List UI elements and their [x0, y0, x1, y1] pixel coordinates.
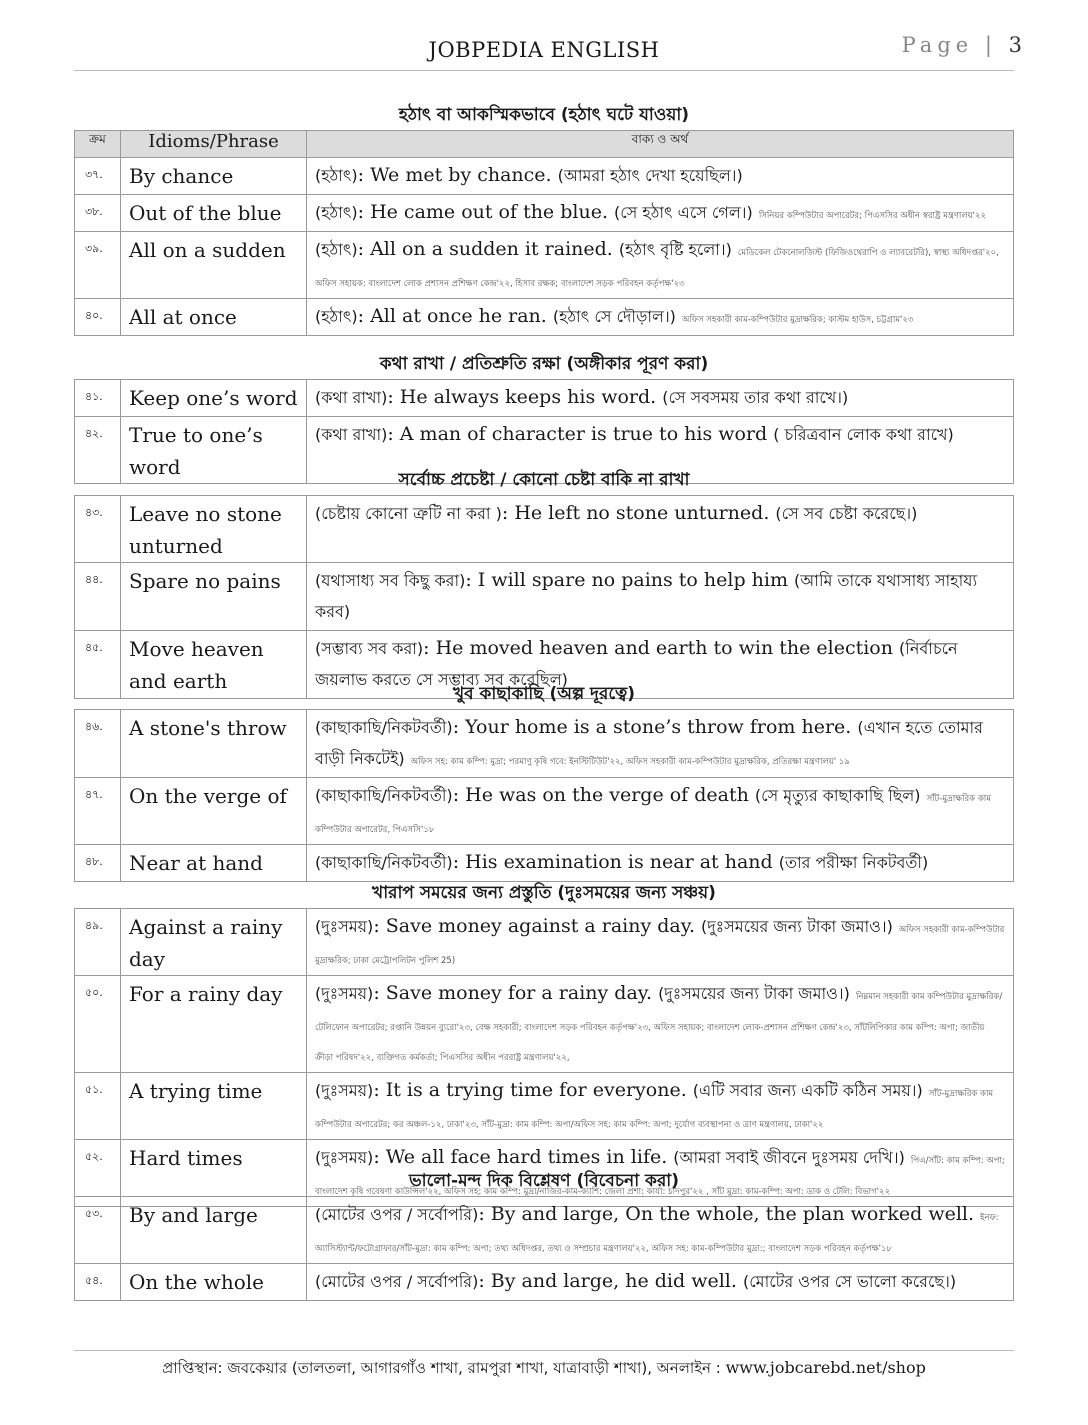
exam-source: সাঁট-মুদ্রাক্ষরিক কাম কম্পিউটার অপারেটর, পিএসসি'১৮	[315, 794, 991, 835]
meaning-tag: (হঠাৎ)	[315, 203, 358, 222]
idiom-table	[74, 908, 1014, 1207]
table-row	[75, 158, 1014, 195]
table-row	[75, 232, 1014, 299]
meaning-cell	[307, 1197, 1014, 1264]
row-number: ৪৯.	[75, 909, 121, 976]
bangla-translation: (সে সবসময় তার কথা রাখে।)	[662, 388, 849, 407]
table-row	[75, 1264, 1014, 1301]
meaning-cell	[307, 380, 1014, 417]
row-number: ৪০.	[75, 299, 121, 336]
exam-source: অফিস সহকারী কাম-কম্পিউটার মুদ্রাক্ষরিক; ঢাকা মেট্রোপলিটন পুলিশ 25)	[315, 925, 1005, 966]
table-row	[75, 496, 1014, 563]
bangla-translation: (সে হঠাৎ এসে গেল।)	[614, 203, 753, 222]
row-number: ৪১.	[75, 380, 121, 417]
idiom-table	[74, 130, 1014, 336]
row-number: ৪৭.	[75, 778, 121, 845]
bangla-translation: (আমরা হঠাৎ দেখা হয়েছিল।)	[557, 166, 743, 185]
row-number: ৫০.	[75, 976, 121, 1073]
example-sentence: : He moved heaven and earth to win the election	[423, 637, 900, 659]
table-row	[75, 380, 1014, 417]
meaning-tag: (মোটের ওপর / সর্বোপরি)	[315, 1272, 479, 1291]
idiom-phrase: For a rainy day	[121, 976, 307, 1073]
meaning-tag: (চেষ্টায় কোনো ত্রুটি না করা )	[315, 504, 502, 523]
idiom-phrase: Spare no pains	[121, 563, 307, 631]
example-sentence: : All at once he ran.	[357, 305, 553, 327]
row-number: ৫১.	[75, 1073, 121, 1140]
idiom-section	[74, 349, 1014, 484]
row-number: ৪৩.	[75, 496, 121, 563]
meaning-tag: (যথাসাধ্য সব কিছু করা)	[315, 571, 466, 590]
example-sentence: : All on a sudden it rained.	[357, 238, 619, 260]
idiom-phrase: By chance	[121, 158, 307, 195]
meaning-tag: (দুঃসময়)	[315, 984, 374, 1003]
meaning-cell	[307, 496, 1014, 563]
example-sentence: : It is a trying time for everyone.	[373, 1079, 693, 1101]
idiom-section	[74, 679, 1014, 882]
table-row	[75, 1073, 1014, 1140]
meaning-tag: (কাছাকাছি/নিকটবর্তী)	[315, 853, 453, 872]
idiom-table	[74, 495, 1014, 699]
section-title: কথা রাখা / প্রতিশ্রুতি রক্ষা (অঙ্গীকার পূরণ করা)	[379, 354, 709, 374]
bangla-translation: (নির্বাচনে জয়লাভ করতে সে সম্ভাব্য সব করেছিল)	[315, 639, 958, 689]
example-sentence: : We met by chance.	[357, 164, 558, 186]
bangla-translation: (তার পরীক্ষা নিকটবর্তী)	[778, 853, 929, 872]
exam-source: ইনফ: অ্যাসিস্ট্যান্ট/ফটোগ্রাফার/সাঁট-মুদ্রা: কাম কম্পি: অপা; তথ্য অধিদপ্তর, তথ্য ও সম্প্রচার মন্ত্রণালয়'২২, অফিস সহ: কাম-কম্পিউটার মুদ্রা:; বাংলাদেশ সড়ক পরিবহন কর্তৃপক্ষ'১৮	[315, 1213, 999, 1254]
meaning-cell	[307, 563, 1014, 631]
table-row	[75, 976, 1014, 1073]
row-number: ৪৪.	[75, 563, 121, 631]
idiom-section	[74, 1166, 1014, 1301]
meaning-tag: (কথা রাখা)	[315, 388, 388, 407]
meaning-cell	[307, 976, 1014, 1073]
example-sentence: : Save money against a rainy day.	[373, 915, 702, 937]
row-number: ৪৬.	[75, 710, 121, 778]
meaning-tag: (মোটের ওপর / সর্বোপরি)	[315, 1205, 479, 1224]
section-title: ভালো-মন্দ দিক বিশ্লেষণ (বিবেচনা করা)	[408, 1171, 679, 1191]
meaning-tag: (হঠাৎ)	[315, 240, 358, 259]
exam-source: সাঁট-মুদ্রাক্ষরিক কাম কম্পিউটার অপারেটর; কর অঞ্চল-১২, ঢাকা'২৩, সাঁট-মুদ্রা: কাম কম্পি: অপা/অফিস সহ: কাম কম্পি: অপা; দুর্যোগ ব্যবস্থাপনা ও ত্রাণ মন্ত্রণালয়, ঢাকা'২২	[315, 1089, 994, 1130]
meaning-cell	[307, 299, 1014, 336]
header-meaning: বাক্য ও অর্থ	[307, 131, 1014, 158]
example-sentence: : Your home is a stone’s throw from here.	[452, 716, 858, 738]
header-idiom: Idioms/Phrase	[121, 131, 307, 158]
example-sentence: : He left no stone unturned.	[501, 502, 776, 524]
idiom-section	[74, 100, 1014, 336]
header-no: ক্রম	[75, 131, 121, 158]
bangla-translation: ( চরিত্রবান লোক কথা রাখে)	[773, 425, 954, 444]
section-title: হঠাৎ বা আকস্মিকভাবে (হঠাৎ ঘটে যাওয়া)	[398, 105, 690, 125]
idiom-phrase: All at once	[121, 299, 307, 336]
table-row	[75, 909, 1014, 976]
bangla-translation: (দুঃসময়ের জন্য টাকা জমাও।)	[701, 917, 893, 936]
exam-source: নিম্নমান সহকারী কাম কম্পিউটার মুদ্রাক্ষরিক/টেলিফোন অপারেটর; রপ্তানি উন্নয়ন ব্যুরো'২৩, বেক্ষ সহকারী; বাংলাদেশ সড়ক পরিবহন কর্তৃপক্ষ'২৩, অফিস সহায়ক; বাংলাদেশ লোক-প্রশাসন প্রশিক্ষণ কেন্দ্র'২৩, সাঁটলিপিকার কাম কম্পি: অপা; জাতীয় ক্রীড়া পরিষদ'২২, ব্যক্তিগত কর্মকর্তা; পিএসসির অধীন পররাষ্ট্র মন্ত্রণালয়'২২,	[315, 992, 1003, 1063]
meaning-tag: (দুঃসময়)	[315, 1081, 374, 1100]
section-title: খুব কাছাকাছি (অল্প দূরত্বে)	[452, 684, 636, 704]
meaning-tag: (কথা রাখা)	[315, 425, 388, 444]
example-sentence: : By and large, he did well.	[478, 1270, 743, 1292]
bangla-translation: (এখান হতে তোমার বাড়ী নিকটেই)	[315, 718, 983, 768]
idiom-phrase: On the whole	[121, 1264, 307, 1301]
idiom-section	[74, 878, 1014, 1207]
table-row	[75, 563, 1014, 631]
header-title: JOBPEDIA ENGLISH	[428, 38, 660, 62]
row-number: ৪৫.	[75, 631, 121, 699]
idiom-phrase: Near at hand	[121, 845, 307, 882]
meaning-cell	[307, 778, 1014, 845]
row-number: ৪৮.	[75, 845, 121, 882]
example-sentence: : I will spare no pains to help him	[465, 569, 795, 591]
meaning-cell	[307, 845, 1014, 882]
example-sentence: : He was on the verge of death	[452, 784, 755, 806]
page-indicator: Page | 3	[901, 33, 1022, 57]
meaning-cell	[307, 232, 1014, 299]
meaning-tag: (সম্ভাব্য সব করা)	[315, 639, 424, 658]
meaning-cell	[307, 1073, 1014, 1140]
page-label: Page	[901, 33, 974, 57]
bangla-translation: (আমরা সবাই জীবনে দুঃসময় দেখি।)	[673, 1148, 905, 1167]
table-row	[75, 1197, 1014, 1264]
table-row	[75, 778, 1014, 845]
exam-source: অফিস সহকারী কাম-কম্পিউটার মুদ্রাক্ষরিক; কাস্টম হাউস, চট্টগ্রাম'২৩	[681, 315, 914, 325]
exam-source: অফিস সহ: কাম কম্পি: মুদ্রা; পরমাণু কৃষি গবে: ইনস্টিটিউট'২২, অফিস সহকারী কাম-কম্পিউটার মুদ্রাক্ষরিক, প্রতিরক্ষা মন্ত্রণালয়' ১৯	[410, 757, 850, 767]
idiom-section	[74, 465, 1014, 699]
row-number: ৩৮.	[75, 195, 121, 232]
meaning-cell	[307, 1264, 1014, 1301]
footer-url[interactable]: www.jobcarebd.net/shop	[725, 1358, 926, 1377]
idiom-phrase: Out of the blue	[121, 195, 307, 232]
table-row	[75, 195, 1014, 232]
bangla-translation: (দুঃসময়ের জন্য টাকা জমাও।)	[658, 984, 850, 1003]
idiom-phrase: A stone's throw	[121, 710, 307, 778]
meaning-cell	[307, 710, 1014, 778]
example-sentence: : We all face hard times in life.	[373, 1146, 674, 1168]
bangla-translation: (সে সব চেষ্টা করেছে।)	[775, 504, 918, 523]
meaning-tag: (হঠাৎ)	[315, 166, 358, 185]
bangla-translation: (মোটের ওপর সে ভালো করেছে।)	[742, 1272, 957, 1291]
meaning-tag: (কাছাকাছি/নিকটবর্তী)	[315, 718, 453, 737]
row-number: ৩৭.	[75, 158, 121, 195]
row-number: ৪২.	[75, 417, 121, 484]
example-sentence: : Save money for a rainy day.	[373, 982, 659, 1004]
idiom-phrase: Hard times	[121, 1140, 307, 1207]
idiom-phrase: Against a rainy day	[121, 909, 307, 976]
example-sentence: : By and large, On the whole, the plan worked well.	[478, 1203, 981, 1225]
page-footer	[74, 1350, 1014, 1382]
table-header-row	[75, 131, 1014, 158]
idiom-phrase: A trying time	[121, 1073, 307, 1140]
bangla-translation: (হঠাৎ বৃষ্টি হলো।)	[618, 240, 732, 259]
bangla-translation: (সে মৃত্যুর কাছাকাছি ছিল)	[754, 786, 921, 805]
idiom-phrase: All on a sudden	[121, 232, 307, 299]
bangla-translation: (এটি সবার জন্য একটি কঠিন সময়।)	[692, 1081, 923, 1100]
idiom-table	[74, 1196, 1014, 1301]
example-sentence: : He came out of the blue.	[357, 201, 615, 223]
idiom-phrase: Move heaven and earth	[121, 631, 307, 699]
page-number: 3	[1008, 33, 1022, 57]
meaning-cell	[307, 158, 1014, 195]
exam-source: পিএ/সাঁট: কাম কম্পি: অপা; বাংলাদেশ কৃষি গবেষণা কাউন্সিল'২২, অফিস সহ: কাম কম্পি: মুদ্রা/নাজির-কাম-ক্যাশি: জেলা প্রশা: কার্যা: চাঁদপুর'২২ , সাঁট মুদ্রা: কাম-কম্পি: অপা: ডাক ও টেলি: বিভাগ'২২	[315, 1156, 1005, 1197]
idiom-phrase: On the verge of	[121, 778, 307, 845]
page-header	[74, 30, 1022, 71]
row-number: ৫২.	[75, 1140, 121, 1207]
table-row	[75, 299, 1014, 336]
row-number: ৫৪.	[75, 1264, 121, 1301]
meaning-tag: (হঠাৎ)	[315, 307, 358, 326]
idiom-table	[74, 709, 1014, 882]
meaning-tag: (দুঃসময়)	[315, 917, 374, 936]
example-sentence: : He always keeps his word.	[387, 386, 663, 408]
idiom-phrase: Keep one’s word	[121, 380, 307, 417]
section-title: সর্বোচ্চ প্রচেষ্টা / কোনো চেষ্টা বাকি না রাখা	[398, 470, 690, 490]
section-title: খারাপ সময়ের জন্য প্রস্তুতি (দুঃসময়ের জন্য সঞ্চয়)	[372, 883, 716, 903]
row-number: ৩৯.	[75, 232, 121, 299]
idiom-phrase: True to one’s word	[121, 417, 307, 484]
table-row	[75, 845, 1014, 882]
footer-label: প্রাপ্তিস্থান: জবকেয়ার (তালতলা, আগারগাঁও শাখা, রামপুরা শাখা, যাত্রাবাড়ী শাখা), অনলাইন :	[162, 1359, 726, 1377]
bangla-translation: (হঠাৎ সে দৌড়াল।)	[552, 307, 676, 326]
example-sentence: : A man of character is true to his word	[387, 423, 774, 445]
meaning-cell	[307, 195, 1014, 232]
table-row	[75, 710, 1014, 778]
example-sentence: : His examination is near at hand	[452, 851, 779, 873]
row-number: ৫৩.	[75, 1197, 121, 1264]
bangla-translation: (আমি তাকে যথাসাধ্য সাহায্য করব)	[315, 571, 978, 621]
exam-source: সিনিয়র কম্পিউটার অপারেটর; পিএসসির অধীন স্বরাষ্ট্র মন্ত্রণালয়'২২	[758, 211, 987, 221]
exam-source: মেডিকেল টেকনোলজিস্ট (ফিজিওথেরাপি ও ল্যাবরেটরি), স্বাস্থ্য অধিদপ্তর'২০, অফিস সহায়ক: বাংলাদেশ লোক প্রশাসন প্রশিক্ষণ কেন্দ্র'২২, হিসাব রক্ষক; বাংলাদেশ সড়ক পরিবহন কর্তৃপক্ষ'২৩	[315, 248, 999, 289]
meaning-tag: (কাছাকাছি/নিকটবর্তী)	[315, 786, 453, 805]
meaning-cell	[307, 909, 1014, 976]
idiom-phrase: By and large	[121, 1197, 307, 1264]
meaning-tag: (দুঃসময়)	[315, 1148, 374, 1167]
idiom-phrase: Leave no stone unturned	[121, 496, 307, 563]
